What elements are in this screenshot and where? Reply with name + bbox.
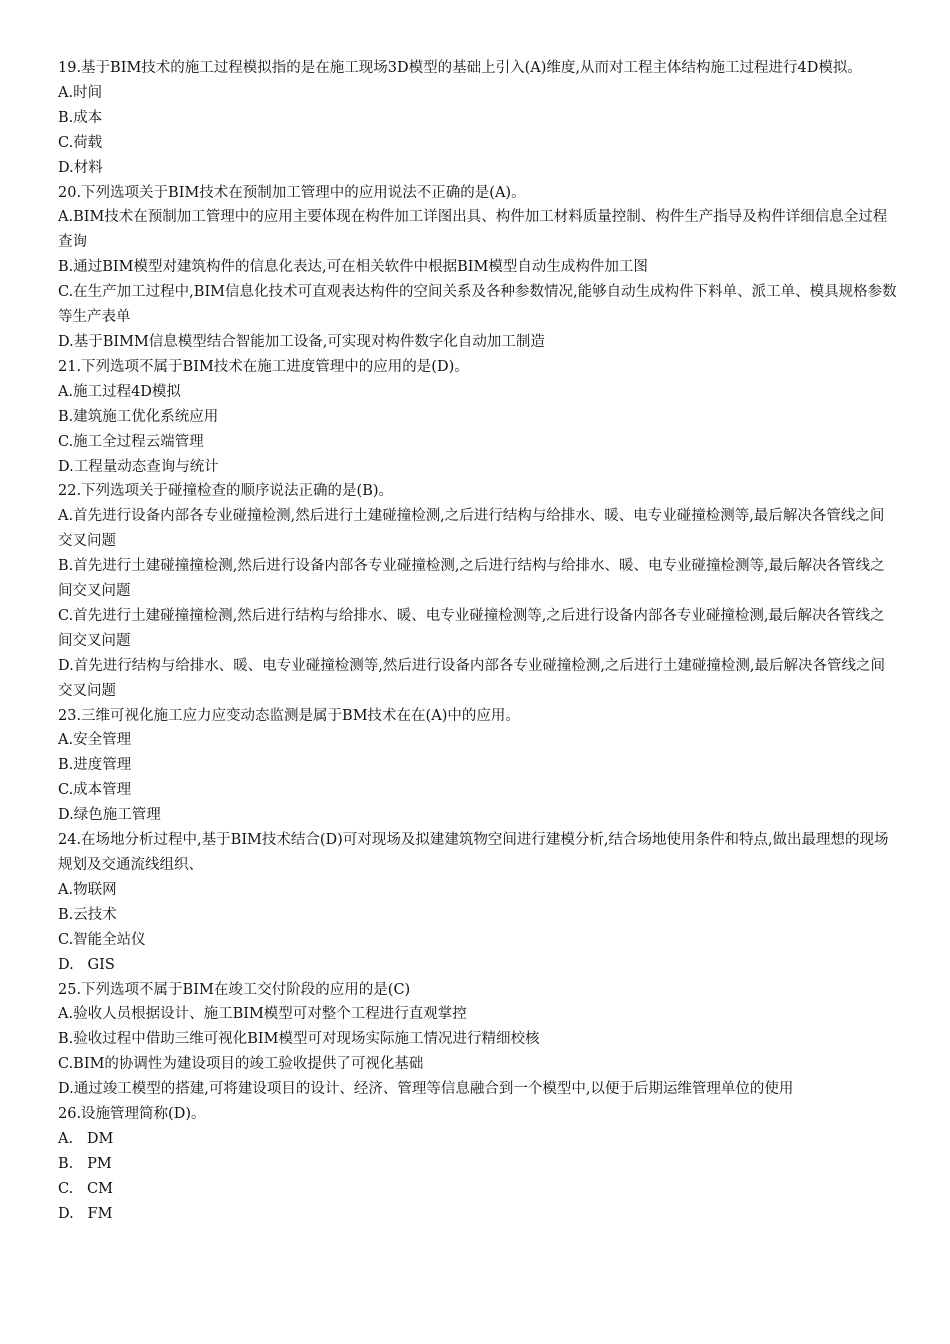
question-19-option-a: A.时间: [58, 84, 103, 101]
question-22-stem: 22.下列选项关于碰撞检查的顺序说法正确的是(B)。: [58, 483, 394, 500]
question-21-option-b: B.建筑施工优化系统应用: [58, 408, 219, 425]
question-25-option-d: D.通过竣工模型的搭建,可将建设项目的设计、经济、管理等信息融合到一个模型中,以便于后期运维管理单位的使用: [58, 1081, 794, 1098]
question-24-option-c: C.智能全站仪: [58, 931, 146, 948]
question-24-stem: 24.在场地分析过程中,基于BIM技术结合(D)可对现场及拟建建筑物空间进行建模分析,结合场地使用条件和特点,做出最理想的现场规划及交通流线组织、: [58, 832, 889, 873]
question-24-option-a: A.物联网: [58, 881, 117, 898]
question-25-option-c: C.BIM的协调性为建设项目的竣工验收提供了可视化基础: [58, 1056, 424, 1073]
question-23-option-b: B.进度管理: [58, 757, 132, 774]
question-23-option-d: D.绿色施工管理: [58, 807, 161, 824]
question-23-option-c: C.成本管理: [58, 782, 132, 799]
question-26-option-b: B. PM: [58, 1155, 112, 1172]
question-20-option-c: C.在生产加工过程中,BIM信息化技术可直观表达构件的空间关系及各种参数情况,能够自动生成构件下料单、派工单、模具规格参数等生产表单: [58, 284, 897, 326]
question-22-option-b: B.首先进行土建碰撞撞检测,然后进行设备内部各专业碰撞检测,之后进行结构与给排水、暖、电专业碰撞检测等,最后解决各管线之间交叉问题: [58, 558, 885, 600]
question-25-stem: 25.下列选项不属于BIM在竣工交付阶段的应用的是(C): [58, 981, 411, 998]
document-page: [58, 56, 898, 1227]
question-21-option-c: C.施工全过程云端管理: [58, 433, 204, 450]
question-20-option-a: A.BIM技术在预制加工管理中的应用主要体现在构件加工详图出具、构件加工材料质量控制、构件生产指导及构件详细信息全过程查询: [58, 209, 888, 251]
question-19-option-d: D.材料: [58, 159, 103, 176]
question-23-option-a: A.安全管理: [58, 732, 132, 749]
question-26-option-a: A. DM: [58, 1130, 114, 1147]
question-21-option-a: A.施工过程4D模拟: [58, 383, 181, 400]
question-19-option-c: C.荷载: [58, 134, 103, 151]
question-22-option-c: C.首先进行土建碰撞撞检测,然后进行结构与给排水、暖、电专业碰撞检测等,之后进行设备内部各专业碰撞检测,最后解决各管线之间交叉问题: [58, 607, 885, 649]
question-25-option-a: A.验收人员根据设计、施工BIM模型可对整个工程进行直观掌控: [58, 1006, 467, 1023]
question-22-option-d: D.首先进行结构与给排水、暖、电专业碰撞检测等,然后进行设备内部各专业碰撞检测,之后进行土建碰撞检测,最后解决各管线之间交叉问题: [58, 657, 886, 699]
question-20-option-b: B.通过BIM模型对建筑构件的信息化表达,可在相关软件中根据BIM模型自动生成构件加工图: [58, 259, 648, 276]
question-24-option-b: B.云技术: [58, 906, 117, 923]
question-25-option-b: B.验收过程中借助三维可视化BIM模型可对现场实际施工情况进行精细校核: [58, 1031, 540, 1048]
question-21-stem: 21.下列选项不属于BIM技术在施工进度管理中的应用的是(D)。: [58, 358, 469, 375]
question-19-stem: 19.基于BIM技术的施工过程模拟指的是在施工现场3D模型的基础上引入(A)维度,从而对工程主体结构施工过程进行4D模拟。: [58, 60, 862, 76]
question-26-stem: 26.设施管理简称(D)。: [58, 1106, 206, 1123]
question-24-option-d: D. GIS: [58, 956, 115, 973]
question-26-option-d: D. FM: [58, 1205, 113, 1222]
question-20-stem: 20.下列选项关于BIM技术在预制加工管理中的应用说法不正确的是(A)。: [58, 184, 526, 201]
question-21-option-d: D.工程量动态查询与统计: [58, 458, 219, 475]
question-22-option-a: A.首先进行设备内部各专业碰撞检测,然后进行土建碰撞检测,之后进行结构与给排水、暖、电专业碰撞检测等,最后解决各管线之间交叉问题: [58, 508, 885, 550]
question-19-option-b: B.成本: [58, 109, 103, 126]
question-26-option-c: C. CM: [58, 1180, 113, 1197]
question-23-stem: 23.三维可视化施工应力应变动态监测是属于BM技术在在(A)中的应用。: [58, 707, 520, 724]
question-20-option-d: D.基于BIMM信息模型结合智能加工设备,可实现对构件数字化自动加工制造: [58, 333, 545, 350]
